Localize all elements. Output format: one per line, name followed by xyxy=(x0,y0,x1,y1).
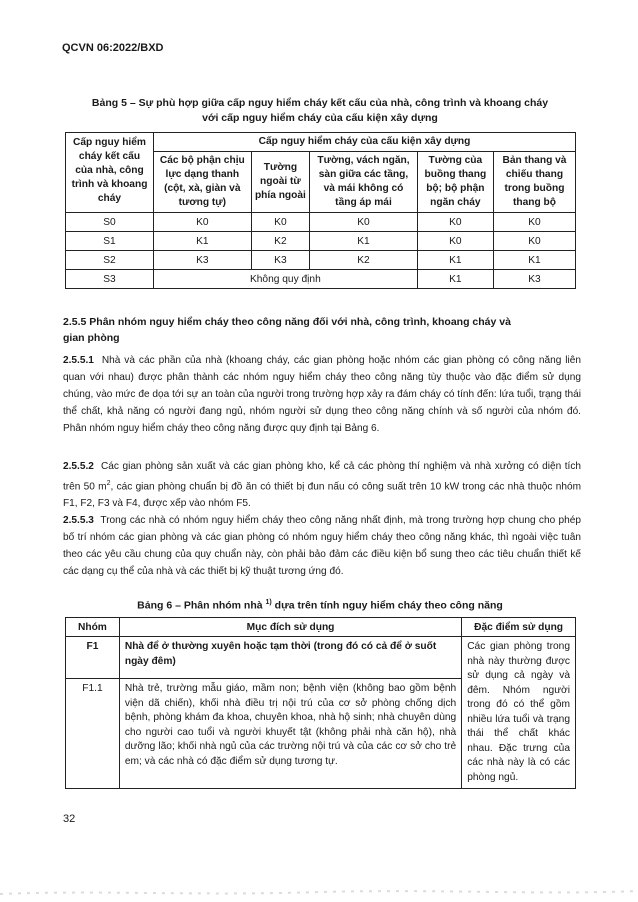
table5-caption xyxy=(60,96,580,126)
table5-cell: K0 xyxy=(493,213,575,232)
table5-cell: K1 xyxy=(417,251,493,270)
table5-cell: K0 xyxy=(493,232,575,251)
clause-number: 2.5.5.3 xyxy=(63,515,94,526)
section-title-line2: gian phòng xyxy=(63,332,120,344)
table5-subheader: Tường, vách ngăn, sàn giữa các tầng, và mái không có tầng áp mái xyxy=(310,152,418,213)
table5-cell: S3 xyxy=(66,270,154,289)
table5-cell: K0 xyxy=(310,213,418,232)
table5-cell: K3 xyxy=(493,270,575,289)
page-number: 32 xyxy=(63,813,76,825)
paragraph-2-5-5-3 xyxy=(63,512,581,580)
table6-group-cell: F1 xyxy=(66,637,120,679)
table5-subheader: Các bộ phận chịu lực dạng thanh (cột, xà, giàn và tương tự) xyxy=(153,152,251,213)
table6-header: Mục đích sử dụng xyxy=(119,618,461,637)
paragraph-text: Các gian phòng sản xuất và các gian phòng kho, kể cả các phòng thí nghiệm và nhà xưởng có diện tích trên 50 m xyxy=(63,461,581,493)
table-row xyxy=(66,637,576,679)
table6-purpose-cell: Nhà trẻ, trường mẫu giáo, mầm non; bệnh viện (không bao gồm bệnh viện dã chiến), khối nhà điều trị nội trú của cơ sở phòng chống dịch bệnh, phòng khám đa khoa, chuyên khoa, nhà hộ sinh; nhà chuyên dùng cho người cao tuổi và người khuyết tật (không phải nhà căn hộ), nhà dưỡng lão; khối nhà ngủ của các trường nội trú và của các cơ sở cho trẻ em; và các nhà có đặc điểm sử dụng tương tự. xyxy=(119,679,461,789)
table5-subheader: Tường ngoài từ phía ngoài xyxy=(251,152,310,213)
table5-subheader: Bản thang và chiếu thang trong buồng thang bộ xyxy=(493,152,575,213)
clause-number: 2.5.5.2 xyxy=(63,461,94,472)
table5-cell: K3 xyxy=(251,251,310,270)
document-code: QCVN 06:2022/BXD xyxy=(62,42,164,54)
superscript: 1) xyxy=(265,599,272,606)
paragraph-text: Trong các nhà có nhóm nguy hiểm cháy theo công năng nhất định, mà trong trường hợp chung cho phép bố trí nhóm các gian phòng và các gian phòng có nhóm nguy hiểm cháy theo công năng khác, thì ngoài việc tuân theo các yêu cầu chung của quy chuẩn này, còn phải bảo đảm các điều kiện bổ sung theo các tiêu chuẩn thiết kế các dạng cụ thể của nhà và các thiết bị kỹ thuật tương ứng đó. xyxy=(63,515,581,577)
table5-cell: K1 xyxy=(310,232,418,251)
table-row xyxy=(66,251,576,270)
table5-first-header: Cấp nguy hiểm cháy kết cấu của nhà, công trình và khoang cháy xyxy=(66,133,154,213)
table5-cell: K1 xyxy=(417,270,493,289)
table6-caption-text: dựa trên tính nguy hiểm cháy theo công năng xyxy=(271,599,503,612)
table5-cell: K0 xyxy=(417,232,493,251)
table5-cell: K1 xyxy=(153,232,251,251)
table-row xyxy=(66,270,576,289)
table6-caption-text: Bảng 6 – Phân nhóm nhà xyxy=(137,599,266,612)
table5-cell: S1 xyxy=(66,232,154,251)
paragraph-2-5-5-2 xyxy=(63,458,581,512)
table5-merged-cell: Không quy định xyxy=(153,270,417,289)
paragraph-text: Nhà và các phần của nhà (khoang cháy, các gian phòng hoặc nhóm các gian phòng có công năng liên quan với nhau) được phân thành các nhóm nguy hiểm cháy theo công năng tùy thuộc vào đặc điểm sử dụng chúng, vào mức đe dọa tới sự an toàn của người trong trường hợp xảy ra đám cháy có tính đến: lứa tuổi, trạng thái thể chất, khả năng có người đang ngủ, nhóm người sử dụng theo công năng chính và số người của nhóm đó. Phân nhóm nguy hiểm cháy theo công năng được quy định tại Bảng 6. xyxy=(63,355,581,434)
table5-cell: K2 xyxy=(251,232,310,251)
table5-cell: S0 xyxy=(66,213,154,232)
table5-caption-line2: với cấp nguy hiểm cháy của cấu kiện xây dựng xyxy=(202,112,438,124)
table5-cell: K0 xyxy=(251,213,310,232)
table6-header: Đặc điểm sử dụng xyxy=(462,618,576,637)
table6-header: Nhóm xyxy=(66,618,120,637)
table-row xyxy=(66,232,576,251)
table5-group-header: Cấp nguy hiểm cháy của cấu kiện xây dựng xyxy=(153,133,575,152)
table5 xyxy=(65,132,576,289)
superscript: 2 xyxy=(106,480,111,487)
table5-cell: K0 xyxy=(417,213,493,232)
section-2-5-5-title xyxy=(63,314,578,346)
table6-purpose-cell: Nhà để ở thường xuyên hoặc tạm thời (trong đó có cả để ở suốt ngày đêm) xyxy=(119,637,461,679)
table5-subheader: Tường của buồng thang bộ; bộ phận ngăn cháy xyxy=(417,152,493,213)
table5-cell: K2 xyxy=(310,251,418,270)
clause-number: 2.5.5.1 xyxy=(63,355,94,366)
table-row xyxy=(66,213,576,232)
table5-caption-line1: Bảng 5 – Sự phù hợp giữa cấp nguy hiểm cháy kết cấu của nhà, công trình và khoang cháy xyxy=(91,97,549,109)
paragraph-2-5-5-1 xyxy=(63,352,581,437)
table5-cell: K0 xyxy=(153,213,251,232)
table6-feature-cell: Các gian phòng trong nhà này thường được sử dụng cả ngày và đêm. Nhóm người trong đó có thể gồm nhiều lứa tuổi và trạng thái thể chất khác nhau. Đặc trưng của các nhà này là có các phòng ngủ. xyxy=(462,637,576,789)
scan-artifact xyxy=(0,880,638,902)
table6-caption xyxy=(60,595,580,614)
table6 xyxy=(65,617,576,789)
table5-cell: K1 xyxy=(493,251,575,270)
section-title-line1: 2.5.5 Phân nhóm nguy hiểm cháy theo công năng đối với nhà, công trình, khoang cháy và xyxy=(63,316,511,328)
table5-cell: K3 xyxy=(153,251,251,270)
table6-group-cell: F1.1 xyxy=(66,679,120,789)
paragraph-text: , các gian phòng chuẩn bị đồ ăn có thiết bị đun nấu có công suất trên 10 kW trong các nhà thuộc nhóm F1, F2, F3 và F4, được xếp vào nhóm F5. xyxy=(63,481,581,510)
table5-cell: S2 xyxy=(66,251,154,270)
